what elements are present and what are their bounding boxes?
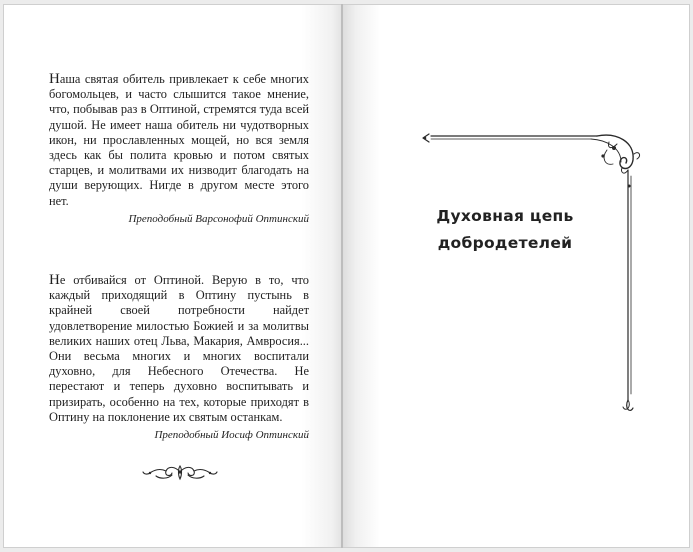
title-line: добродетелей — [437, 234, 573, 252]
floral-ornament-icon — [142, 462, 218, 482]
quote-iosif — [49, 273, 309, 425]
quote-text: аша святая обитель привлекает к себе многих богомольцев, и часто слышится такое мнение, что, побывав раз в Оптиной, стремятся туда всей душой. Не имеет наша обитель ни чудотворных икон, ни прославленных мощей, но вся земля здесь как бы полита кровью и потом святых старцев, и молитвами их низводит благодать на души верующих. Нигде в другом месте этого нет. — [49, 72, 309, 208]
quote-text: е отбивайся от Оптиной. Верую в то, что каждый приходящий в Оптину пустынь в крайней своей потребности найдет удовлетворение милостью Божией и за молитвы великих наших отец Льва, Макария, Амвросия... Они весьма многих и многих воспитали духовно, для Небесного Отечества. Не перестают и теперь духовно воспитывать и призирать, особенно на тех, которые приходят в Оптину на поклонение их святым останкам. — [49, 273, 309, 424]
corner-flourish-frame-icon — [421, 128, 645, 418]
quote-author: Преподобный Варсонофий Оптинский — [128, 213, 309, 225]
section-title — [412, 203, 598, 257]
title-line: Духовная цепь — [436, 207, 574, 225]
book-gutter — [341, 4, 343, 548]
dropcap: Н — [49, 71, 60, 87]
quote-author: Преподобный Иосиф Оптинский — [154, 429, 309, 441]
quote-varsonofy — [49, 72, 309, 209]
dropcap: Н — [49, 272, 60, 288]
